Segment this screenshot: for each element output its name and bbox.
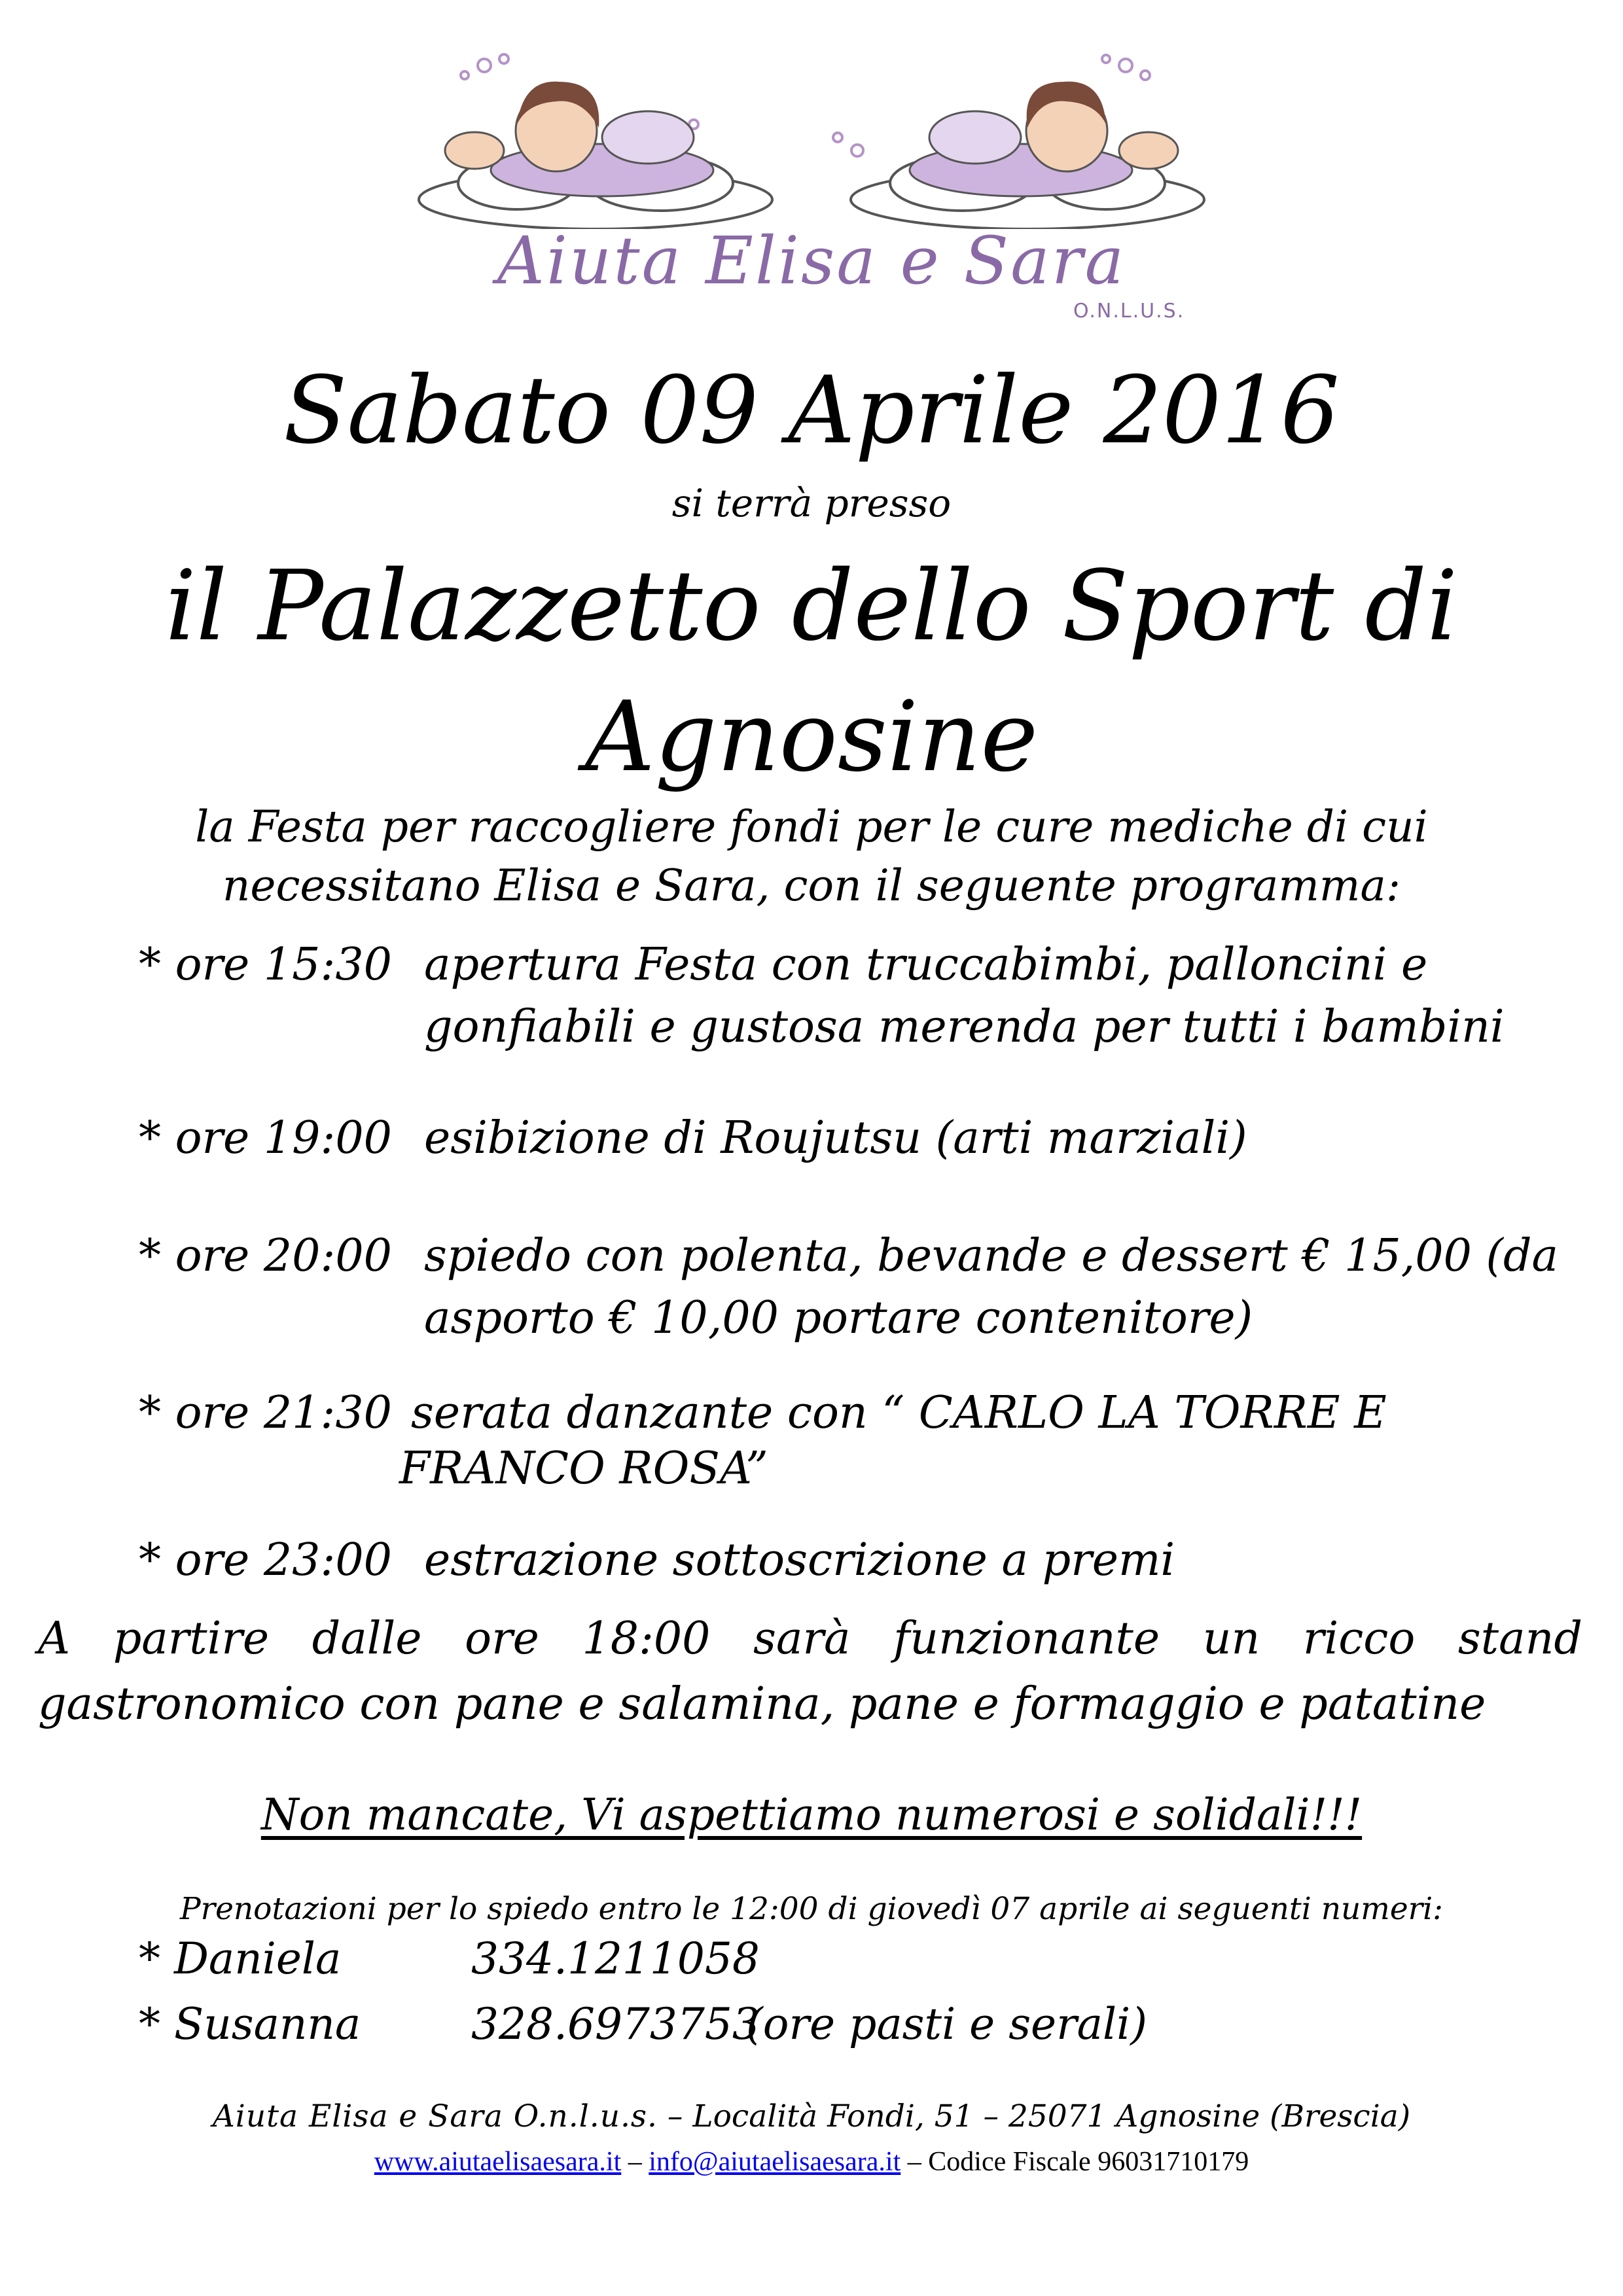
logo-name: Aiuta Elisa e Sara <box>497 222 1126 299</box>
website-link[interactable]: www.aiutaelisaesara.it <box>374 2147 622 2177</box>
program-time: * ore 21:30 <box>139 1387 392 1439</box>
event-intro: si terrà presso <box>671 481 952 525</box>
email-link[interactable]: info@aiutaelisaesara.it <box>649 2147 901 2177</box>
event-venue-line1: il Palazzetto dello Sport di <box>165 550 1458 662</box>
footer-address-text: – Località Fondi, 51 – 25071 Agnosine (Brescia) <box>657 2098 1411 2134</box>
reservations-intro: Prenotazioni per lo spiedo entro le 12:00 di giovedì 07 aprile ai seguenti numeri: <box>179 1891 1444 1927</box>
event-venue-line2: Agnosine <box>584 680 1039 793</box>
contact-note: (ore pasti e serali) <box>746 1999 1147 2049</box>
appeal-text <box>0 1790 1623 1840</box>
program-time: * ore 15:30 <box>139 939 392 991</box>
gastronomy-line2: gastronomico con pane e salamina, pane e formaggio e patatine <box>38 1678 1486 1730</box>
program-desc: apertura Festa con truccabimbi, palloncini e <box>424 939 1428 991</box>
gastronomy-line1: A partire dalle ore 18:00 sarà funzionante un ricco stand <box>38 1613 1582 1665</box>
program-time: * ore 23:00 <box>139 1534 392 1586</box>
tax-code: – Codice Fiscale 96031710179 <box>901 2147 1249 2177</box>
intro-line2: necessitano Elisa e Sara, con il seguente programma: <box>222 860 1401 911</box>
program-desc: estrazione sottoscrizione a premi <box>424 1534 1175 1586</box>
footer-org: Aiuta Elisa e Sara O.n.l.u.s. <box>212 2098 658 2134</box>
logo-onlus: O.N.L.U.S. <box>1073 300 1185 323</box>
contact-phone: 334.1211058 <box>471 1934 760 1984</box>
footer-contacts <box>0 2146 1623 2178</box>
program-desc: FRANCO ROSA” <box>399 1443 768 1494</box>
two-angels-on-clouds-icon <box>386 52 1237 229</box>
contact-name: * Daniela <box>139 1934 342 1984</box>
right-angel-icon <box>833 55 1204 229</box>
contact-name: * Susanna <box>139 1999 361 2049</box>
event-date: Sabato 09 Aprile 2016 <box>283 357 1340 465</box>
program-desc: gonfiabili e gustosa merenda per tutti i bambini <box>424 1001 1505 1053</box>
left-angel-icon <box>419 54 772 229</box>
program-desc: serata danzante con “ CARLO LA TORRE E <box>411 1387 1387 1439</box>
contact-phone: 328.6973753 <box>471 1999 760 2049</box>
footer-address <box>0 2098 1623 2134</box>
program-desc: spiedo con polenta, bevande e dessert € 15,00 (da <box>424 1230 1559 1282</box>
footer-sep: – <box>621 2147 649 2177</box>
program-time: * ore 20:00 <box>139 1230 392 1282</box>
program-desc: esibizione di Roujutsu (arti marziali) <box>424 1112 1247 1164</box>
appeal-underlined: Non mancate, Vi aspettiamo numerosi e solidali!!! <box>260 1790 1363 1840</box>
program-desc: asporto € 10,00 portare contenitore) <box>424 1292 1253 1344</box>
program-time: * ore 19:00 <box>139 1112 392 1164</box>
intro-line1: la Festa per raccogliere fondi per le cure mediche di cui <box>195 802 1428 852</box>
